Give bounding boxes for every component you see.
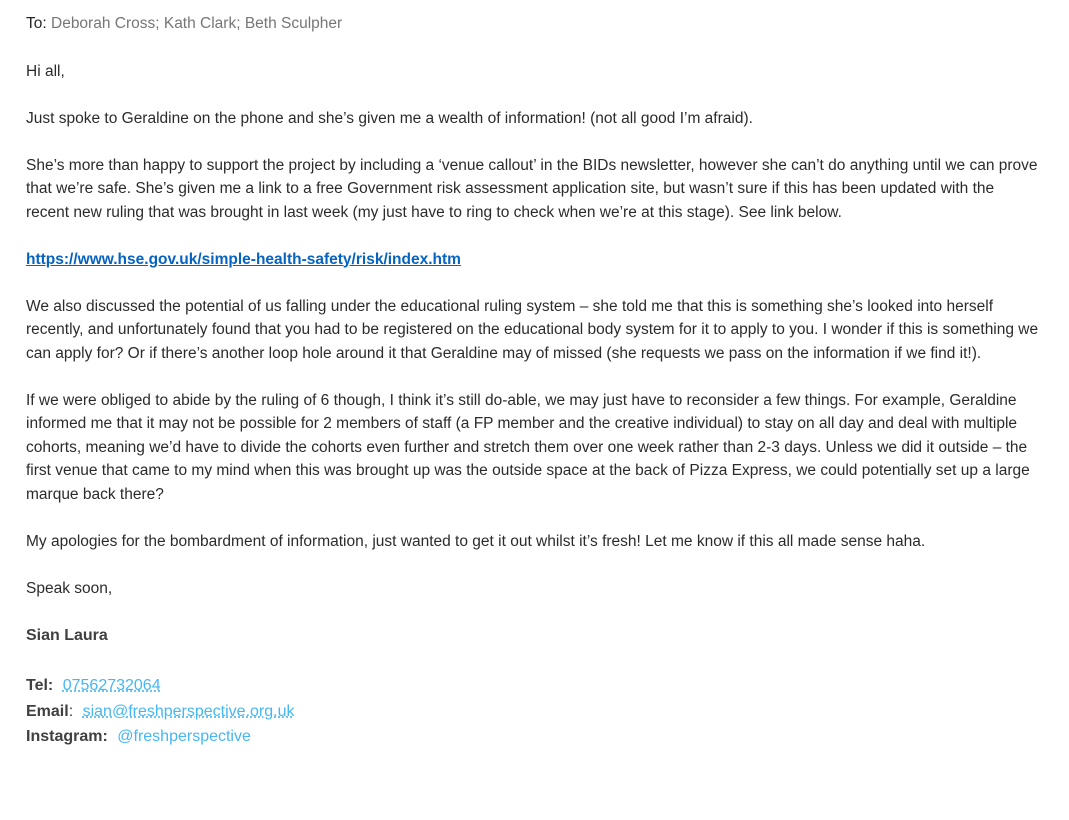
email-line [26, 699, 1041, 725]
to-label: To: [26, 15, 47, 32]
email-link[interactable]: sian@freshperspective.org.uk [82, 702, 295, 720]
signature-name: Sian Laura [26, 626, 108, 644]
greeting: Hi all, [26, 62, 65, 80]
paragraph-2: She’s more than happy to support the project by including a ‘venue callout’ in the BIDs newsletter, however she can’t do anything until we can prove that we’re safe. She’s given me a link to a free Government risk assessment application site, but wasn’t sure if this has been updated with the recent new ruling that was brought in last week (my just have to ring to check when we’re at this stage). See link below. [26, 156, 1038, 221]
instagram-label: Instagram: [26, 728, 108, 745]
risk-link-line [26, 248, 1041, 272]
paragraph-3: We also discussed the potential of us falling under the educational ruling system – she told me that this is something she’s looked into herself recently, and unfortunately found that you had to be registered on the educational body system for it to apply to you. I wonder if this is something we can apply for? Or if there’s another loop hole around it that Geraldine may of missed (she requests we pass on the information if we find it!). [26, 297, 1039, 362]
closing: Speak soon, [26, 579, 113, 597]
tel-label: Tel: [26, 677, 54, 694]
email-label: Email [26, 702, 69, 720]
instagram-link[interactable]: @freshperspective [117, 728, 251, 745]
risk-assessment-link[interactable]: https://www.hse.gov.uk/simple-health-safety/risk/index.htm [26, 250, 461, 268]
to-line [26, 12, 1041, 36]
paragraph-4: If we were obliged to abide by the ruling of 6 though, I think it’s still do-able, we may just have to reconsider a few things. For example, Geraldine informed me that it may not be possible for 2 members of staff (a FP member and the creative individual) to stay on all day and deal with multiple cohorts, meaning we’d have to divide the cohorts even further and stretch them over one week rather than 2-3 days. Unless we did it outside – the first venue that came to my mind when this was brought up was the outside space at the back of Pizza Express, we could potentially set up a large marque back there? [26, 391, 1030, 503]
to-recipients: Deborah Cross; Kath Clark; Beth Sculpher [51, 15, 343, 32]
tel-link[interactable]: 07562732064 [62, 677, 161, 694]
signature-contact-block [26, 673, 1041, 750]
paragraph-1: Just spoke to Geraldine on the phone and she’s given me a wealth of information! (not all good I’m afraid). [26, 109, 753, 127]
paragraph-5: My apologies for the bombardment of information, just wanted to get it out whilst it’s fresh! Let me know if this all made sense haha. [26, 532, 926, 550]
instagram-line [26, 724, 1041, 750]
tel-line [26, 673, 1041, 699]
email-colon: : [68, 702, 74, 720]
